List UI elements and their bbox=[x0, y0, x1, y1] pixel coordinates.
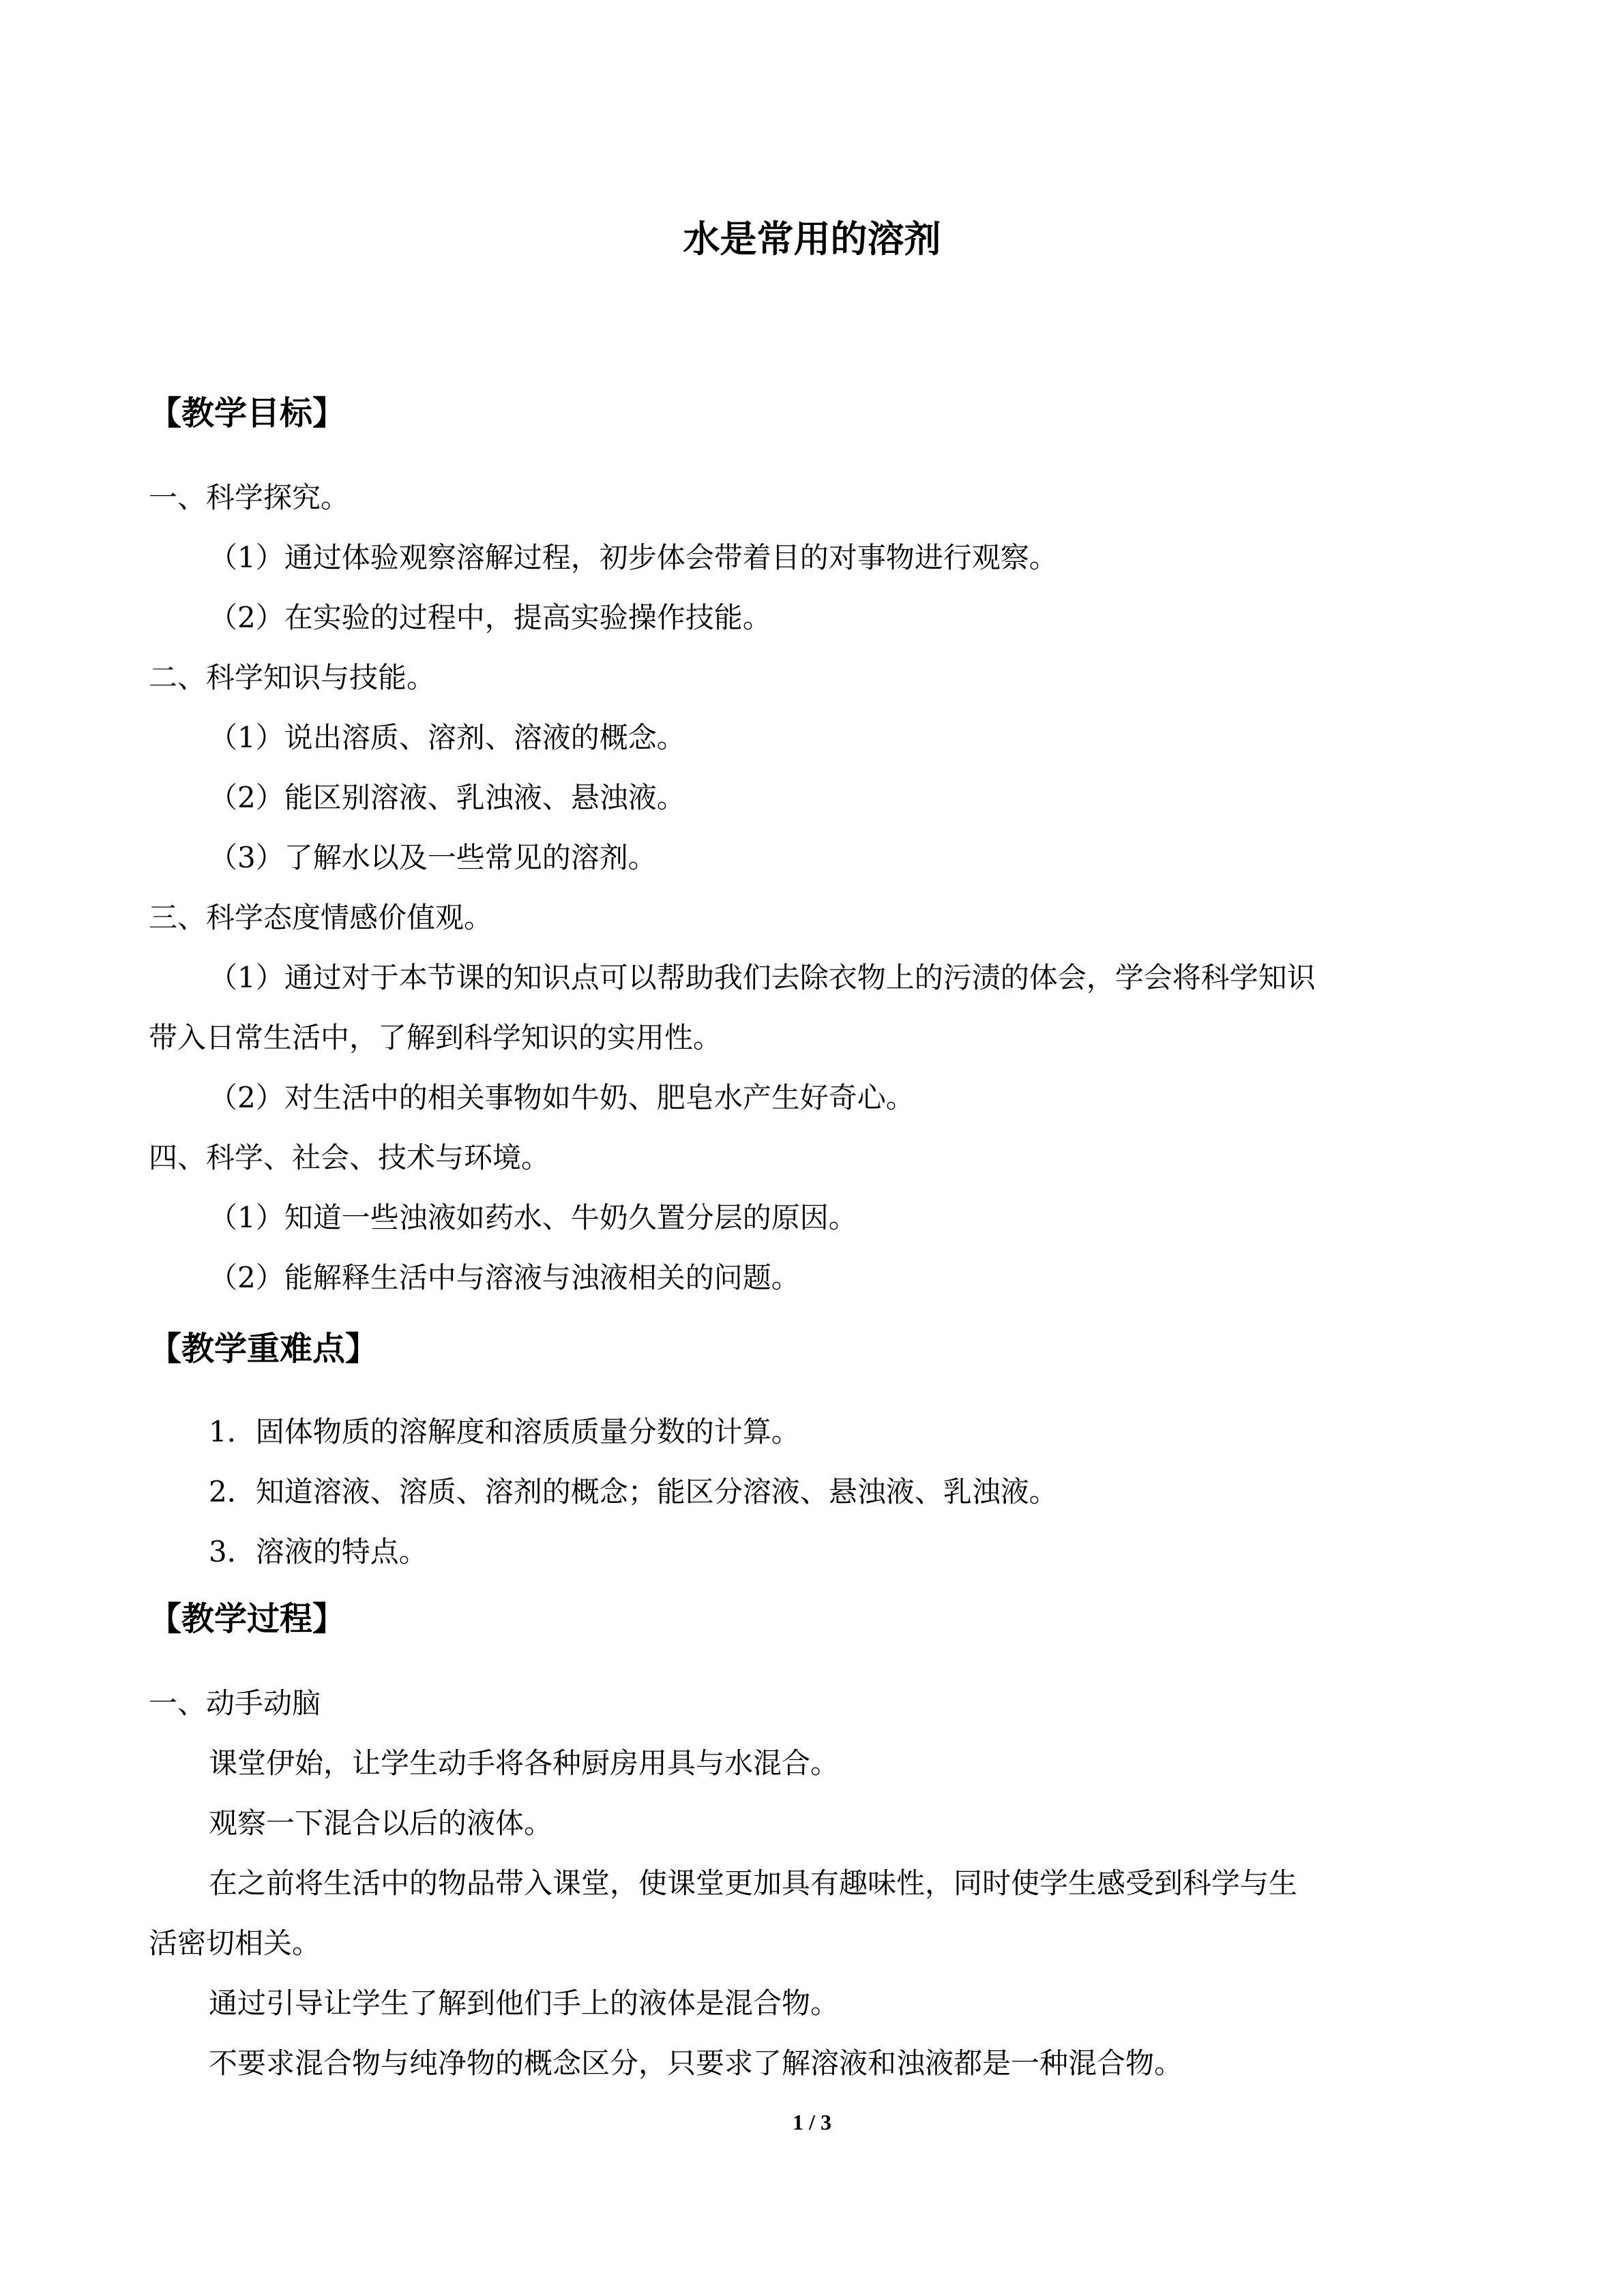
process-paragraph: 在之前将生活中的物品带入课堂，使课堂更加具有趣味性，同时使学生感受到科学与生 bbox=[209, 1866, 1298, 1900]
objective-subitem: （2）对生活中的相关事物如牛奶、肥皂水产生好奇心。 bbox=[209, 1081, 915, 1114]
objective-subitem: （1）通过体验观察溶解过程，初步体会带着目的对事物进行观察。 bbox=[209, 541, 1058, 574]
process-paragraph-continuation: 活密切相关。 bbox=[149, 1926, 321, 1960]
process-item: 一、动手动脑 bbox=[149, 1686, 321, 1720]
objective-subitem: （2）能区别溶液、乳浊液、悬浊液。 bbox=[209, 781, 685, 814]
section-heading-objectives: 【教学目标】 bbox=[149, 394, 346, 432]
objective-subitem: （2）能解释生活中与溶液与浊液相关的问题。 bbox=[209, 1261, 800, 1294]
process-paragraph: 观察一下混合以后的液体。 bbox=[209, 1806, 553, 1840]
objective-item: 二、科学知识与技能。 bbox=[149, 661, 436, 694]
section-heading-keypoints: 【教学重难点】 bbox=[149, 1330, 379, 1368]
objective-item: 四、科学、社会、技术与环境。 bbox=[149, 1141, 550, 1174]
keypoint-item: 3．溶液的特点。 bbox=[209, 1535, 428, 1568]
section-heading-process: 【教学过程】 bbox=[149, 1600, 346, 1638]
keypoint-item: 2．知道溶液、溶质、溶剂的概念；能区分溶液、悬浊液、乳浊液。 bbox=[209, 1475, 1058, 1508]
page-number: 1 / 3 bbox=[793, 2110, 831, 2134]
objective-subitem: （1）通过对于本节课的知识点可以帮助我们去除衣物上的污渍的体会，学会将科学知识 bbox=[209, 961, 1316, 994]
process-paragraph: 通过引导让学生了解到他们手上的液体是混合物。 bbox=[209, 1986, 840, 2020]
process-paragraph: 课堂伊始，让学生动手将各种厨房用具与水混合。 bbox=[209, 1746, 840, 1780]
document-title: 水是常用的溶剂 bbox=[683, 218, 941, 260]
objective-subitem: （3）了解水以及一些常见的溶剂。 bbox=[209, 841, 657, 874]
objective-subitem-continuation: 带入日常生活中，了解到科学知识的实用性。 bbox=[149, 1021, 722, 1054]
keypoint-item: 1．固体物质的溶解度和溶质质量分数的计算。 bbox=[209, 1415, 800, 1448]
objective-subitem: （1）知道一些浊液如药水、牛奶久置分层的原因。 bbox=[209, 1201, 857, 1234]
process-paragraph: 不要求混合物与纯净物的概念区分，只要求了解溶液和浊液都是一种混合物。 bbox=[209, 2046, 1183, 2080]
objective-subitem: （1）说出溶质、溶剂、溶液的概念。 bbox=[209, 721, 685, 754]
objective-subitem: （2）在实验的过程中，提高实验操作技能。 bbox=[209, 601, 771, 634]
objective-item: 三、科学态度情感价值观。 bbox=[149, 901, 493, 934]
objective-item: 一、科学探究。 bbox=[149, 481, 350, 514]
